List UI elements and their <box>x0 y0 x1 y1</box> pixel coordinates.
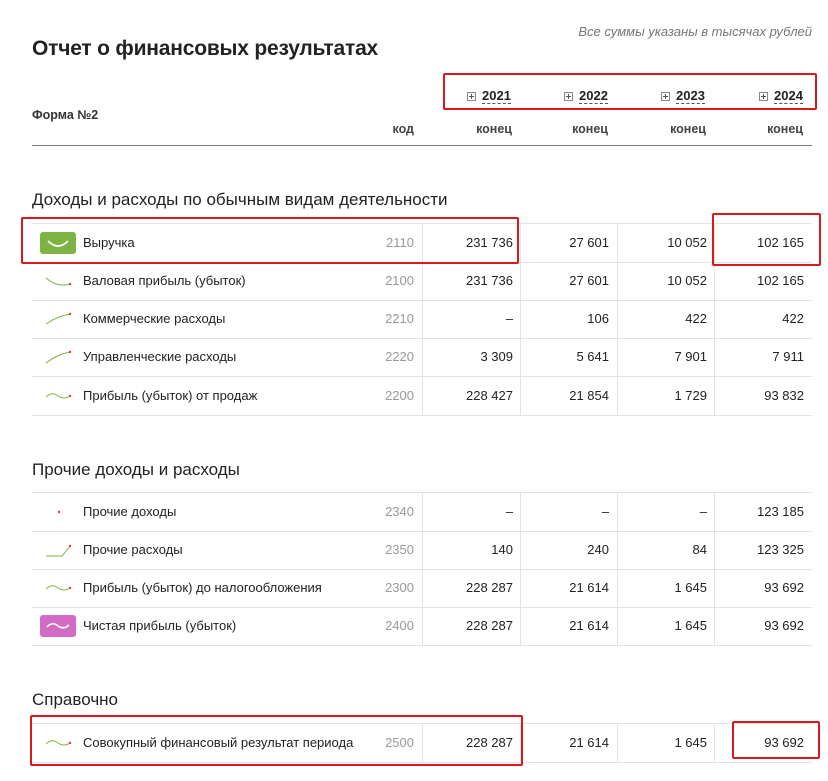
value-2021: 231 736 <box>422 224 513 262</box>
row-label: Выручка <box>83 235 135 250</box>
row-code: 2210 <box>385 311 414 326</box>
net-profit-sparkline-icon[interactable] <box>40 615 76 637</box>
period-header-2021: конец <box>476 122 512 136</box>
value-2022: 106 <box>520 300 609 338</box>
value-2023: 1 645 <box>617 569 707 607</box>
value-2021: – <box>422 493 513 531</box>
value-2022: – <box>520 493 609 531</box>
row-code: 2340 <box>385 504 414 519</box>
value-2024: 102 165 <box>714 262 804 300</box>
value-2024: 93 692 <box>714 607 804 645</box>
row-label: Чистая прибыль (убыток) <box>83 618 237 633</box>
year-2022-toggle[interactable]: 2022 <box>564 87 608 105</box>
value-2021: 231 736 <box>422 262 513 300</box>
highlight-total-2024-box <box>732 721 820 759</box>
section-title-ordinary: Доходы и расходы по обычным видам деятельности <box>32 190 448 209</box>
value-2024: 102 165 <box>714 224 804 262</box>
value-2022: 21 614 <box>520 569 609 607</box>
value-2024: 7 911 <box>714 338 804 376</box>
sparkline-icon[interactable] <box>40 346 76 368</box>
sparkline-icon[interactable] <box>40 308 76 330</box>
row-code: 2200 <box>385 388 414 403</box>
value-2023: 1 729 <box>617 377 707 415</box>
sparkline-icon[interactable] <box>40 539 76 561</box>
value-2023: – <box>617 493 707 531</box>
value-2024: 93 692 <box>714 569 804 607</box>
value-2021: – <box>422 300 513 338</box>
sparkline-icon[interactable] <box>40 501 76 523</box>
highlight-revenue-box <box>21 217 519 264</box>
highlight-years-box <box>443 73 817 110</box>
row-code: 2220 <box>385 349 414 364</box>
row-code: 2110 <box>386 235 414 250</box>
year-2021-toggle[interactable]: 2021 <box>467 87 511 105</box>
row-label: Прибыль (убыток) до налогообложения <box>83 580 322 595</box>
form-label: Форма №2 <box>32 108 99 122</box>
table-row-2200 <box>32 377 812 416</box>
value-2023: 1 645 <box>617 724 707 762</box>
table-row-2220 <box>32 338 812 377</box>
table-row-2300 <box>32 569 812 608</box>
code-column-header: код <box>392 122 414 136</box>
value-2024: 422 <box>714 300 804 338</box>
value-2024: 123 325 <box>714 531 804 569</box>
section-title-other: Прочие доходы и расходы <box>32 460 240 479</box>
value-2022: 21 614 <box>520 724 609 762</box>
table-row-2100 <box>32 262 812 301</box>
value-2021: 228 287 <box>422 569 513 607</box>
period-header-2024: конец <box>767 122 803 136</box>
highlight-total-result-box <box>30 715 523 766</box>
period-header-2023: конец <box>670 122 706 136</box>
table-row-2210 <box>32 300 812 339</box>
value-2022: 21 854 <box>520 377 609 415</box>
table-row-2340 <box>32 492 812 532</box>
section-title-reference: Справочно <box>32 690 119 709</box>
year-2024-toggle[interactable]: 2024 <box>759 87 803 105</box>
table-row-2350 <box>32 531 812 570</box>
value-2022: 240 <box>520 531 609 569</box>
value-2022: 27 601 <box>520 262 609 300</box>
value-2023: 10 052 <box>617 262 707 300</box>
period-header-2022: конец <box>572 122 608 136</box>
units-note: Все суммы указаны в тысячах рублей <box>578 24 812 39</box>
row-label: Прибыль (убыток) от продаж <box>83 388 258 403</box>
sparkline-icon[interactable] <box>40 577 76 599</box>
table-row-2400 <box>32 607 812 646</box>
row-code: 2400 <box>385 618 414 633</box>
highlight-revenue-2024-box <box>712 213 821 266</box>
row-code: 2350 <box>385 542 414 557</box>
row-label: Управленческие расходы <box>83 349 237 364</box>
row-label: Совокупный финансовый результат периода <box>83 735 354 750</box>
sparkline-icon[interactable] <box>40 385 76 407</box>
row-label: Прочие доходы <box>83 504 177 519</box>
value-2024: 123 185 <box>714 493 804 531</box>
value-2021: 228 427 <box>422 377 513 415</box>
value-2024: 93 832 <box>714 377 804 415</box>
year-2023-toggle[interactable]: 2023 <box>661 87 705 105</box>
row-label: Валовая прибыль (убыток) <box>83 273 246 288</box>
value-2021: 228 287 <box>422 724 513 762</box>
value-2023: 10 052 <box>617 224 707 262</box>
row-code: 2300 <box>385 580 414 595</box>
row-code: 2500 <box>385 735 414 750</box>
value-2021: 3 309 <box>422 338 513 376</box>
value-2021: 140 <box>422 531 513 569</box>
value-2024: 93 692 <box>714 724 804 762</box>
page-title: Отчет о финансовых результатах <box>32 37 379 60</box>
sparkline-icon[interactable] <box>40 270 76 292</box>
value-2023: 422 <box>617 300 707 338</box>
row-code: 2100 <box>385 273 414 288</box>
value-2022: 27 601 <box>520 224 609 262</box>
value-2022: 5 641 <box>520 338 609 376</box>
row-label: Прочие расходы <box>83 542 183 557</box>
value-2021: 228 287 <box>422 607 513 645</box>
value-2023: 84 <box>617 531 707 569</box>
value-2022: 21 614 <box>520 607 609 645</box>
row-label: Коммерческие расходы <box>83 311 226 326</box>
header-divider <box>32 145 812 146</box>
value-2023: 7 901 <box>617 338 707 376</box>
value-2023: 1 645 <box>617 607 707 645</box>
